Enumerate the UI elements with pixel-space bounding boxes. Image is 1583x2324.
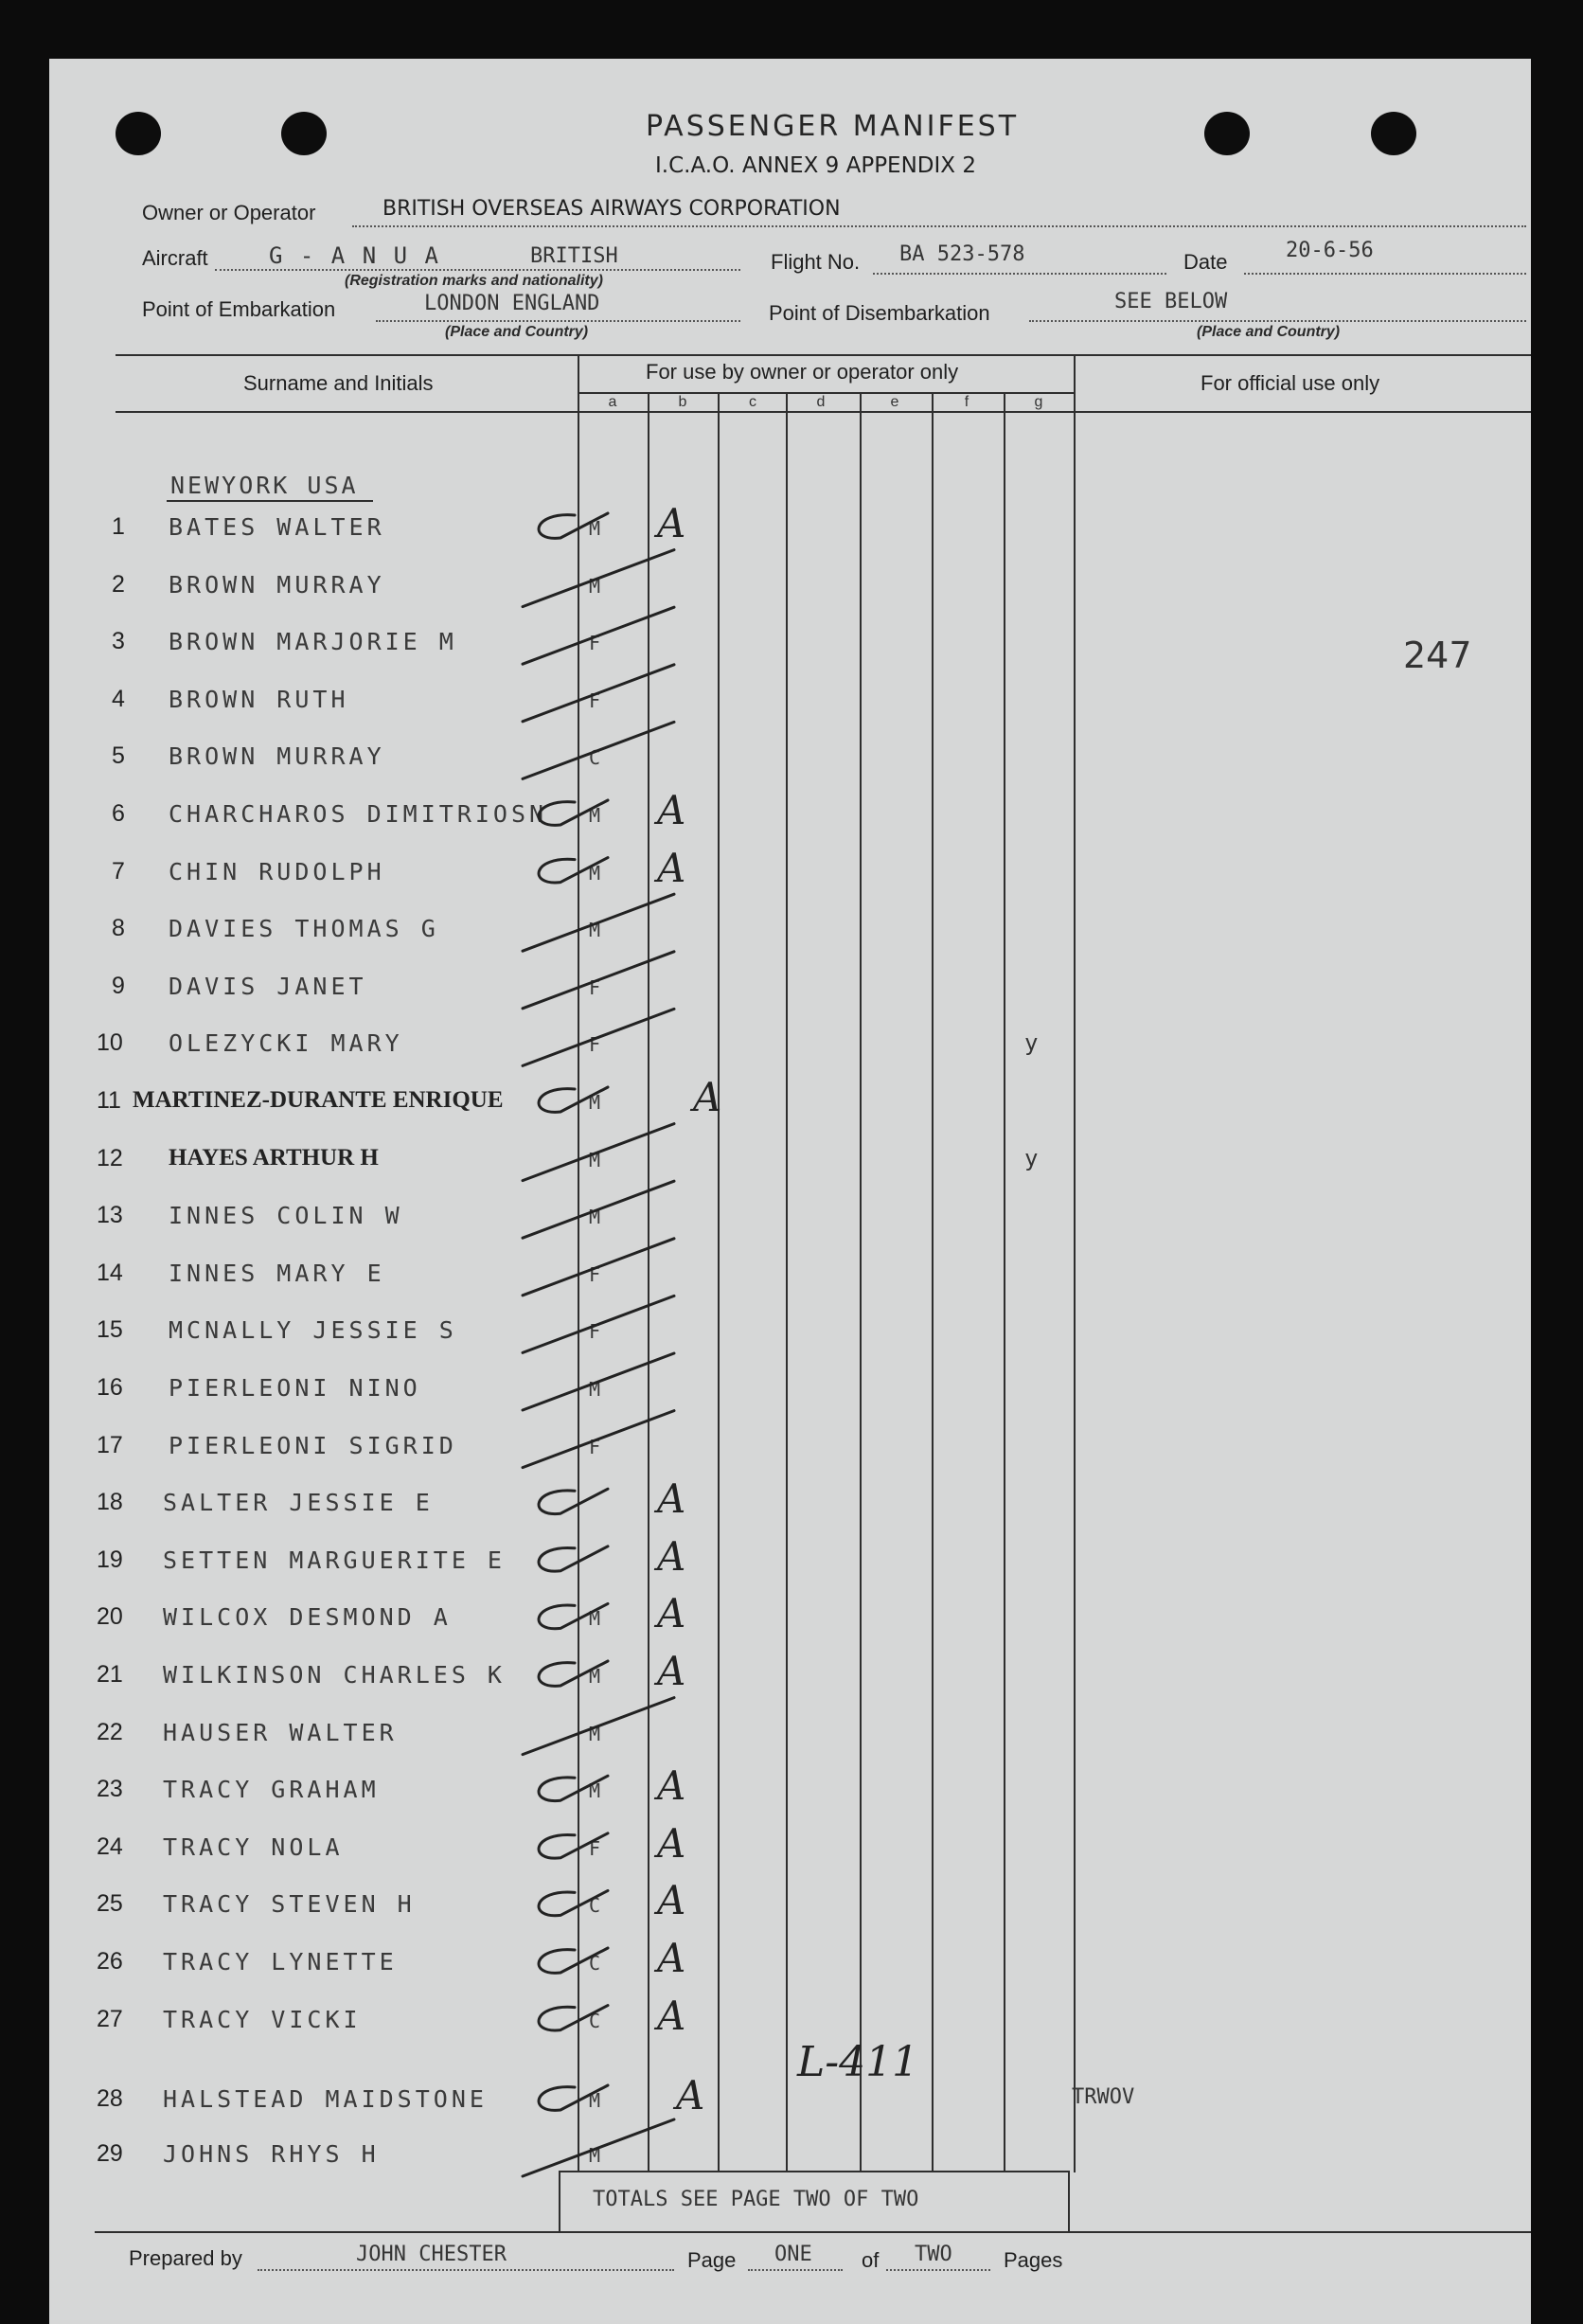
check-mark-stroke: [539, 513, 608, 538]
aircraft-nationality: BRITISH: [530, 244, 618, 268]
col-b-mark: A: [657, 1762, 686, 1810]
passenger-name: CHARCHAROS DIMITRIOSN: [169, 800, 548, 828]
passenger-name: SETTEN MARGUERITE E: [163, 1546, 506, 1574]
col-b-mark: A: [657, 787, 686, 833]
of-label: of: [862, 2248, 880, 2272]
check-mark-stroke: [523, 894, 674, 951]
official-column-header: For official use only: [1201, 371, 1380, 395]
official-use-entry: TRWOV: [1072, 2085, 1135, 2109]
registration-note: (Registration marks and nationality): [345, 273, 603, 289]
col-a-sex: M: [589, 1378, 601, 1401]
disembarkation-label: Point of Disembarkation: [769, 301, 990, 325]
passenger-name: BATES WALTER: [169, 513, 385, 541]
col-a-sex: M: [589, 1722, 601, 1745]
page-subtitle: I.C.A.O. ANNEX 9 APPENDIX 2: [655, 153, 976, 178]
col-b-mark: A: [657, 1532, 686, 1580]
passenger-name: HAUSER WALTER: [163, 1718, 398, 1746]
col-b-mark: A: [657, 1475, 686, 1523]
row-number: 26: [97, 1948, 123, 1975]
check-mark-stroke: [539, 1661, 608, 1686]
passenger-name: WILCOX DESMOND A: [163, 1603, 452, 1632]
check-mark-stroke: [539, 2006, 608, 2030]
passenger-name: DAVIES THOMAS G: [169, 915, 439, 943]
row-number: 16: [97, 1374, 123, 1401]
check-mark-stroke: [539, 1546, 608, 1571]
col-a-sex: M: [589, 1206, 601, 1229]
col-b-mark: A: [657, 1590, 686, 1637]
col-a-sex: F: [589, 975, 601, 999]
check-mark-stroke: [539, 1833, 608, 1858]
check-mark-stroke: [523, 1698, 674, 1755]
passenger-name: MCNALLY JESSIE S: [169, 1316, 457, 1345]
check-mark-stroke: [539, 2085, 608, 2110]
col-a-sex: C: [589, 2009, 601, 2032]
col-a-sex: F: [589, 1320, 601, 1344]
passenger-name: TRACY GRAHAM: [163, 1776, 380, 1804]
row-number: 17: [97, 1431, 123, 1458]
passenger-name: HALSTEAD MAIDSTONE: [163, 2085, 488, 2113]
col-b-mark: A: [693, 1074, 722, 1120]
col-a-sex: M: [589, 804, 601, 827]
subcolumn-header-e: e: [890, 394, 899, 410]
passenger-name: TRACY LYNETTE: [163, 1948, 398, 1975]
col-b-mark: A: [657, 1877, 686, 1924]
row-number: 24: [97, 1832, 123, 1860]
row-number: 19: [97, 1546, 123, 1573]
col-g-mark: y: [1024, 1029, 1039, 1057]
row28-annotation: L-411: [797, 2038, 919, 2086]
check-marks-overlay: [49, 59, 1531, 2324]
check-mark-stroke: [539, 800, 608, 825]
row-number: 29: [97, 2140, 123, 2167]
page-label: Page: [687, 2248, 737, 2272]
passenger-name: DAVIS JANET: [169, 972, 367, 1000]
row-number: 21: [97, 1661, 123, 1688]
passenger-name: TRACY VICKI: [163, 2005, 362, 2033]
owner-value: BRITISH OVERSEAS AIRWAYS CORPORATION: [382, 197, 841, 221]
row-number: 7: [112, 857, 125, 885]
check-mark-stroke: [523, 1124, 674, 1181]
row-number: 9: [112, 972, 125, 999]
row-number: 4: [112, 685, 125, 712]
date-value: 20-6-56: [1286, 239, 1374, 262]
row-number: 8: [112, 915, 125, 942]
col-a-sex: M: [589, 1779, 601, 1803]
operator-column-header: For use by owner or operator only: [646, 360, 959, 384]
section-label: NEWYORK USA: [170, 472, 359, 499]
col-a-sex: M: [589, 1665, 601, 1688]
col-a-sex: M: [589, 574, 601, 598]
row-number: 10: [97, 1029, 123, 1057]
pages-label: Pages: [1004, 2248, 1063, 2272]
col-a-sex: M: [589, 919, 601, 942]
col-a-sex: M: [589, 2144, 601, 2167]
row-number: 20: [97, 1603, 123, 1631]
embarkation-note: (Place and Country): [445, 324, 589, 340]
row-number: 22: [97, 1718, 123, 1745]
col-g-mark: y: [1024, 1144, 1039, 1171]
check-mark-stroke: [539, 1948, 608, 1973]
check-mark-stroke: [523, 1239, 674, 1296]
col-a-sex: F: [589, 1033, 601, 1057]
check-mark-stroke: [523, 722, 674, 778]
col-a-sex: F: [589, 1836, 601, 1860]
owner-label: Owner or Operator: [142, 201, 316, 224]
subcolumn-header-f: f: [964, 394, 969, 410]
prepared-value: JOHN CHESTER: [356, 2243, 507, 2266]
col-b-mark: A: [657, 1819, 686, 1867]
manifest-sheet: [49, 59, 1531, 2324]
col-a-sex: F: [589, 688, 601, 712]
col-a-sex: F: [589, 632, 601, 655]
row-number: 14: [97, 1259, 123, 1286]
col-a-sex: F: [589, 1435, 601, 1458]
row-number: 11: [97, 1087, 121, 1114]
disembarkation-value: SEE BELOW: [1114, 290, 1228, 313]
passenger-name: BROWN MURRAY: [169, 570, 385, 599]
check-mark-stroke: [523, 952, 674, 1009]
date-label: Date: [1183, 250, 1228, 274]
passenger-name: BROWN MURRAY: [169, 742, 385, 771]
flight-number: BA 523-578: [899, 242, 1025, 266]
row-number: 2: [112, 570, 125, 598]
subcolumn-header-a: a: [608, 394, 617, 410]
totals-note: TOTALS SEE PAGE TWO OF TWO: [593, 2188, 919, 2211]
subcolumn-header-d: d: [816, 394, 826, 410]
passenger-name: MARTINEZ-DURANTE ENRIQUE: [133, 1087, 504, 1113]
row-number: 28: [97, 2085, 123, 2112]
row-number: 1: [112, 513, 125, 540]
of-value: TWO: [915, 2243, 952, 2266]
aircraft-registration: G - A N U A: [269, 242, 440, 269]
col-b-mark: A: [657, 844, 686, 891]
check-mark-stroke: [539, 1603, 608, 1631]
check-mark-stroke: [539, 1087, 608, 1112]
check-mark-stroke: [539, 1489, 608, 1513]
passenger-name: TRACY STEVEN H: [163, 1890, 416, 1919]
col-a-sex: M: [589, 1091, 601, 1114]
passenger-name: PIERLEONI SIGRID: [169, 1431, 457, 1459]
check-mark-stroke: [539, 858, 608, 883]
col-a-sex: M: [589, 1607, 601, 1631]
check-mark-stroke: [523, 665, 674, 722]
passenger-name: INNES MARY E: [169, 1259, 385, 1287]
passenger-name: WILKINSON CHARLES K: [163, 1661, 506, 1689]
embarkation-value: LONDON ENGLAND: [424, 292, 600, 315]
passenger-name: INNES COLIN W: [169, 1202, 403, 1230]
col-b-mark: A: [657, 1935, 686, 1981]
passenger-name: PIERLEONI NINO: [169, 1374, 421, 1402]
check-mark-stroke: [539, 1890, 608, 1918]
passenger-name: OLEZYCKI MARY: [169, 1029, 403, 1058]
page-number-note: 247: [1403, 635, 1472, 676]
check-mark-stroke: [523, 1353, 674, 1410]
col-b-mark: A: [657, 500, 686, 546]
row-number: 18: [97, 1489, 123, 1516]
row-number: 15: [97, 1316, 123, 1344]
row-number: 6: [112, 800, 125, 827]
check-mark-stroke: [523, 2119, 674, 2176]
passenger-name: BROWN MARJORIE M: [169, 628, 457, 656]
col-b-mark: A: [657, 1992, 686, 2039]
prepared-label: Prepared by: [129, 2246, 242, 2270]
check-mark-stroke: [523, 550, 674, 607]
check-mark-stroke: [523, 607, 674, 664]
passenger-name: TRACY NOLA: [163, 1832, 344, 1861]
subcolumn-header-g: g: [1034, 394, 1043, 410]
col-a-sex: C: [589, 746, 601, 770]
embarkation-label: Point of Embarkation: [142, 297, 336, 321]
col-a-sex: C: [589, 1894, 601, 1918]
passenger-name: JOHNS RHYS H: [163, 2140, 380, 2168]
aircraft-label: Aircraft: [142, 246, 208, 270]
page-title: PASSENGER MANIFEST: [646, 110, 1020, 143]
row-number: 3: [112, 628, 125, 655]
passenger-name: HAYES ARTHUR H: [169, 1144, 379, 1171]
row-number: 23: [97, 1776, 123, 1803]
subcolumn-header-b: b: [678, 394, 687, 410]
col-a-sex: M: [589, 1148, 601, 1171]
passenger-name: BROWN RUTH: [169, 685, 349, 713]
col-b-mark: A: [676, 2072, 705, 2118]
col-a-sex: M: [589, 2089, 601, 2112]
page-value: ONE: [774, 2243, 812, 2266]
surname-column-header: Surname and Initials: [243, 371, 434, 395]
col-a-sex: F: [589, 1262, 601, 1286]
col-a-sex: C: [589, 1952, 601, 1975]
row-number: 12: [97, 1144, 123, 1171]
subcolumn-header-c: c: [749, 394, 756, 410]
disembarkation-note: (Place and Country): [1197, 324, 1341, 340]
row-number: 25: [97, 1890, 123, 1918]
check-mark-stroke: [523, 1009, 674, 1065]
flight-label: Flight No.: [771, 250, 861, 274]
check-mark-stroke: [539, 1776, 608, 1803]
row-number: 27: [97, 2005, 123, 2032]
passenger-name: SALTER JESSIE E: [163, 1489, 434, 1517]
check-mark-stroke: [523, 1181, 674, 1238]
check-mark-stroke: [523, 1411, 674, 1468]
row-number: 13: [97, 1202, 123, 1229]
col-a-sex: M: [589, 861, 601, 885]
col-b-mark: A: [657, 1648, 686, 1694]
col-a-sex: M: [589, 517, 601, 540]
passenger-name: CHIN RUDOLPH: [169, 857, 385, 885]
check-mark-stroke: [523, 1296, 674, 1352]
row-number: 5: [112, 742, 125, 770]
